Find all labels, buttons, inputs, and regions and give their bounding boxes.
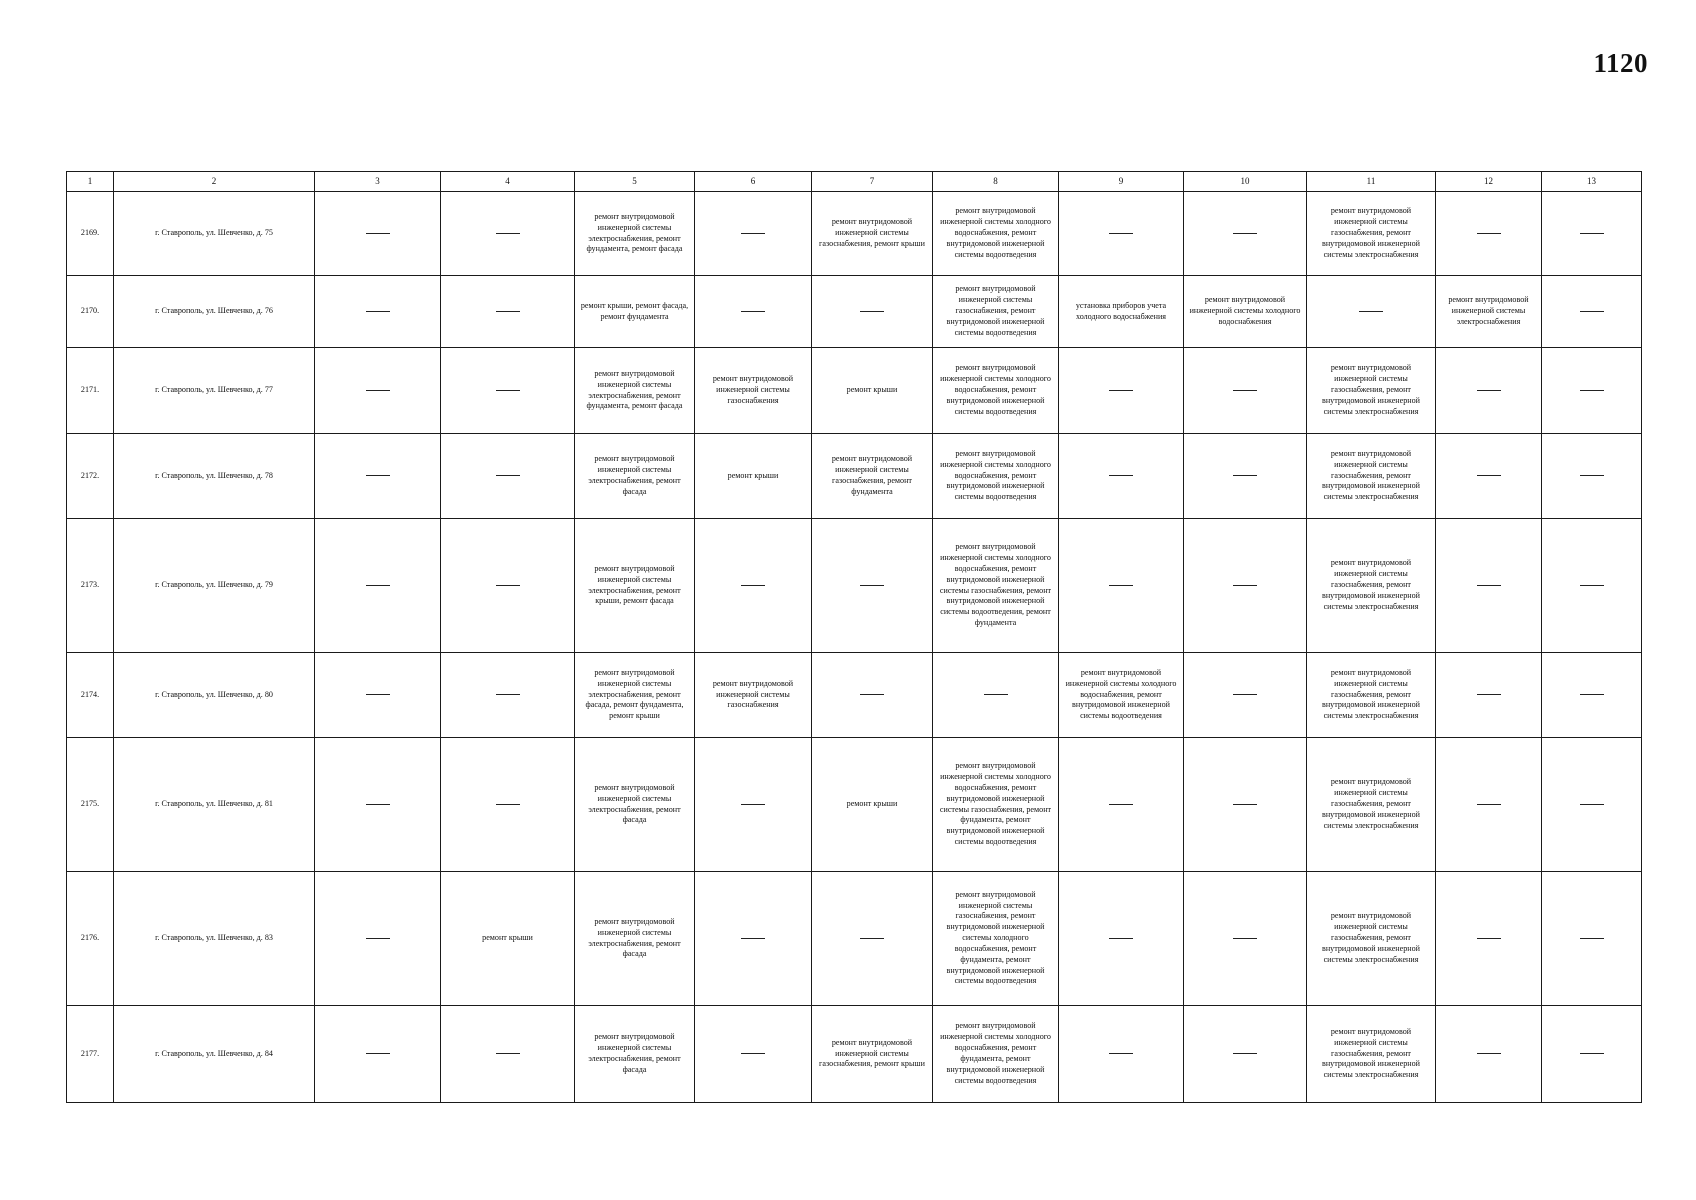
table-row (67, 348, 1642, 434)
address-cell: г. Ставрополь, ул. Шевченко, д. 84 (114, 1006, 315, 1103)
work-description-cell: ремонт внутридомовой инженерной системы холодного водоснабжения, ремонт внутридомовой инженерной системы газоснабжения, ремонт внутридомовой инженерной системы водоотведения, ремонт фундамента (933, 519, 1059, 653)
work-description-cell: ремонт внутридомовой инженерной системы газоснабжения (695, 348, 812, 434)
row-number: 2176. (67, 872, 114, 1006)
dash-mark (496, 311, 520, 312)
empty-cell (441, 738, 575, 872)
dash-mark (1580, 311, 1604, 312)
dash-mark (1359, 311, 1383, 312)
empty-cell (695, 192, 812, 276)
address-cell: г. Ставрополь, ул. Шевченко, д. 80 (114, 653, 315, 738)
empty-cell (695, 1006, 812, 1103)
column-number: 6 (695, 172, 812, 192)
column-number: 3 (315, 172, 441, 192)
dash-mark (741, 233, 765, 234)
column-number: 7 (812, 172, 933, 192)
dash-mark (496, 390, 520, 391)
dash-mark (741, 938, 765, 939)
address-cell: г. Ставрополь, ул. Шевченко, д. 81 (114, 738, 315, 872)
empty-cell (1184, 738, 1307, 872)
dash-mark (366, 585, 390, 586)
dash-mark (1477, 475, 1501, 476)
empty-cell (1184, 192, 1307, 276)
dash-mark (1233, 804, 1257, 805)
dash-mark (1109, 804, 1133, 805)
work-description-cell: ремонт внутридомовой инженерной системы газоснабжения, ремонт внутридомовой инженерной системы водоотведения (933, 276, 1059, 348)
dash-mark (1580, 938, 1604, 939)
dash-mark (366, 475, 390, 476)
dash-mark (1477, 938, 1501, 939)
work-description-cell: ремонт внутридомовой инженерной системы холодного водоснабжения, ремонт фундамента, ремонт внутридомовой инженерной системы водоотведения (933, 1006, 1059, 1103)
row-number: 2171. (67, 348, 114, 434)
empty-cell (315, 348, 441, 434)
work-description-cell: ремонт крыши, ремонт фасада, ремонт фундамента (575, 276, 695, 348)
empty-cell (1059, 519, 1184, 653)
column-number: 8 (933, 172, 1059, 192)
row-number: 2175. (67, 738, 114, 872)
empty-cell (695, 872, 812, 1006)
work-description-cell: ремонт крыши (441, 872, 575, 1006)
work-description-cell: ремонт внутридомовой инженерной системы газоснабжения, ремонт внутридомовой инженерной системы электроснабжения (1307, 519, 1436, 653)
empty-cell (1542, 653, 1642, 738)
empty-cell (695, 276, 812, 348)
work-description-cell: ремонт внутридомовой инженерной системы холодного водоснабжения, ремонт внутридомовой инженерной системы газоснабжения, ремонт фундамента, ремонт внутридомовой инженерной системы водоотведения (933, 738, 1059, 872)
column-number-row (67, 172, 1642, 192)
dash-mark (1580, 1053, 1604, 1054)
empty-cell (315, 519, 441, 653)
work-description-cell: ремонт внутридомовой инженерной системы газоснабжения, ремонт внутридомовой инженерной системы холодного водоснабжения, ремонт фундамента, ремонт внутридомовой инженерной системы водоотведения (933, 872, 1059, 1006)
empty-cell (1436, 348, 1542, 434)
empty-cell (1436, 738, 1542, 872)
empty-cell (1542, 1006, 1642, 1103)
empty-cell (1059, 434, 1184, 519)
table-row (67, 192, 1642, 276)
dash-mark (496, 694, 520, 695)
dash-mark (496, 233, 520, 234)
address-cell: г. Ставрополь, ул. Шевченко, д. 75 (114, 192, 315, 276)
dash-mark (1233, 390, 1257, 391)
dash-mark (366, 694, 390, 695)
dash-mark (366, 1053, 390, 1054)
dash-mark (1109, 585, 1133, 586)
empty-cell (315, 653, 441, 738)
empty-cell (812, 276, 933, 348)
work-description-cell: ремонт внутридомовой инженерной системы электроснабжения, ремонт фасада (575, 434, 695, 519)
work-description-cell: ремонт внутридомовой инженерной системы газоснабжения, ремонт внутридомовой инженерной системы электроснабжения (1307, 348, 1436, 434)
table-row (67, 653, 1642, 738)
empty-cell (812, 872, 933, 1006)
empty-cell (1184, 434, 1307, 519)
empty-cell (315, 1006, 441, 1103)
dash-mark (741, 585, 765, 586)
empty-cell (1436, 653, 1542, 738)
dash-mark (860, 311, 884, 312)
empty-cell (1059, 192, 1184, 276)
empty-cell (1184, 872, 1307, 1006)
dash-mark (1233, 694, 1257, 695)
dash-mark (860, 694, 884, 695)
work-description-cell: ремонт внутридомовой инженерной системы электроснабжения, ремонт фасада, ремонт фундамента, ремонт крыши (575, 653, 695, 738)
empty-cell (1436, 434, 1542, 519)
work-description-cell: ремонт внутридомовой инженерной системы газоснабжения, ремонт внутридомовой инженерной системы электроснабжения (1307, 192, 1436, 276)
empty-cell (1542, 738, 1642, 872)
dash-mark (1477, 694, 1501, 695)
dash-mark (1580, 233, 1604, 234)
table-row (67, 872, 1642, 1006)
empty-cell (315, 738, 441, 872)
dash-mark (496, 475, 520, 476)
column-number: 12 (1436, 172, 1542, 192)
column-number: 11 (1307, 172, 1436, 192)
empty-cell (1184, 1006, 1307, 1103)
work-description-cell: ремонт внутридомовой инженерной системы газоснабжения (695, 653, 812, 738)
work-description-cell: ремонт внутридомовой инженерной системы газоснабжения, ремонт крыши (812, 1006, 933, 1103)
work-description-cell: ремонт внутридомовой инженерной системы газоснабжения, ремонт внутридомовой инженерной системы электроснабжения (1307, 1006, 1436, 1103)
empty-cell (1184, 519, 1307, 653)
work-description-cell: ремонт внутридомовой инженерной системы газоснабжения, ремонт внутридомовой инженерной системы электроснабжения (1307, 738, 1436, 872)
work-description-cell: ремонт внутридомовой инженерной системы электроснабжения (1436, 276, 1542, 348)
dash-mark (1477, 390, 1501, 391)
address-cell: г. Ставрополь, ул. Шевченко, д. 78 (114, 434, 315, 519)
dash-mark (1109, 1053, 1133, 1054)
empty-cell (441, 434, 575, 519)
column-number: 10 (1184, 172, 1307, 192)
work-description-cell: ремонт крыши (812, 738, 933, 872)
row-number: 2170. (67, 276, 114, 348)
dash-mark (1580, 390, 1604, 391)
dash-mark (496, 585, 520, 586)
dash-mark (1109, 475, 1133, 476)
empty-cell (441, 348, 575, 434)
dash-mark (1477, 804, 1501, 805)
empty-cell (695, 738, 812, 872)
dash-mark (984, 694, 1008, 695)
dash-mark (366, 804, 390, 805)
empty-cell (812, 653, 933, 738)
dash-mark (1233, 233, 1257, 234)
dash-mark (366, 233, 390, 234)
empty-cell (1542, 276, 1642, 348)
empty-cell (441, 276, 575, 348)
dash-mark (741, 804, 765, 805)
work-description-cell: ремонт крыши (695, 434, 812, 519)
dash-mark (1477, 1053, 1501, 1054)
work-description-cell: ремонт внутридомовой инженерной системы газоснабжения, ремонт крыши (812, 192, 933, 276)
empty-cell (1184, 653, 1307, 738)
dash-mark (1477, 233, 1501, 234)
dash-mark (1233, 585, 1257, 586)
column-number: 4 (441, 172, 575, 192)
empty-cell (1059, 348, 1184, 434)
repair-schedule-table (66, 171, 1642, 1103)
empty-cell (1542, 872, 1642, 1006)
empty-cell (1059, 872, 1184, 1006)
address-cell: г. Ставрополь, ул. Шевченко, д. 79 (114, 519, 315, 653)
work-description-cell: ремонт внутридомовой инженерной системы холодного водоснабжения, ремонт внутридомовой инженерной системы водоотведения (933, 434, 1059, 519)
dash-mark (1580, 585, 1604, 586)
table-row (67, 1006, 1642, 1103)
work-description-cell: ремонт внутридомовой инженерной системы холодного водоснабжения (1184, 276, 1307, 348)
work-description-cell: ремонт внутридомовой инженерной системы газоснабжения, ремонт внутридомовой инженерной системы электроснабжения (1307, 872, 1436, 1006)
empty-cell (933, 653, 1059, 738)
empty-cell (1436, 519, 1542, 653)
empty-cell (1436, 1006, 1542, 1103)
empty-cell (1059, 1006, 1184, 1103)
dash-mark (1580, 804, 1604, 805)
dash-mark (860, 585, 884, 586)
empty-cell (441, 519, 575, 653)
empty-cell (315, 434, 441, 519)
work-description-cell: ремонт внутридомовой инженерной системы электроснабжения, ремонт фундамента, ремонт фасада (575, 192, 695, 276)
table-row (67, 276, 1642, 348)
empty-cell (1436, 872, 1542, 1006)
work-description-cell: ремонт внутридомовой инженерной системы электроснабжения, ремонт фасада (575, 872, 695, 1006)
empty-cell (1307, 276, 1436, 348)
row-number: 2177. (67, 1006, 114, 1103)
empty-cell (441, 653, 575, 738)
dash-mark (741, 1053, 765, 1054)
row-number: 2169. (67, 192, 114, 276)
dash-mark (1109, 233, 1133, 234)
dash-mark (1580, 694, 1604, 695)
dash-mark (366, 390, 390, 391)
work-description-cell: ремонт внутридомовой инженерной системы газоснабжения, ремонт фундамента (812, 434, 933, 519)
empty-cell (1059, 738, 1184, 872)
page-number: 1120 (1593, 48, 1648, 78)
dash-mark (366, 311, 390, 312)
dash-mark (496, 1053, 520, 1054)
empty-cell (812, 519, 933, 653)
dash-mark (1580, 475, 1604, 476)
column-number: 2 (114, 172, 315, 192)
column-number: 9 (1059, 172, 1184, 192)
empty-cell (1542, 348, 1642, 434)
dash-mark (1477, 585, 1501, 586)
work-description-cell: ремонт внутридомовой инженерной системы электроснабжения, ремонт фасада (575, 738, 695, 872)
dash-mark (1233, 1053, 1257, 1054)
address-cell: г. Ставрополь, ул. Шевченко, д. 77 (114, 348, 315, 434)
dash-mark (1109, 390, 1133, 391)
empty-cell (1542, 192, 1642, 276)
empty-cell (1542, 519, 1642, 653)
empty-cell (315, 872, 441, 1006)
work-description-cell: ремонт крыши (812, 348, 933, 434)
column-number: 5 (575, 172, 695, 192)
empty-cell (695, 519, 812, 653)
table-row (67, 434, 1642, 519)
dash-mark (860, 938, 884, 939)
work-description-cell: ремонт внутридомовой инженерной системы газоснабжения, ремонт внутридомовой инженерной системы электроснабжения (1307, 653, 1436, 738)
dash-mark (496, 804, 520, 805)
table-body (67, 172, 1642, 1103)
empty-cell (1184, 348, 1307, 434)
work-description-cell: ремонт внутридомовой инженерной системы холодного водоснабжения, ремонт внутридомовой инженерной системы водоотведения (933, 348, 1059, 434)
empty-cell (315, 192, 441, 276)
work-description-cell: ремонт внутридомовой инженерной системы электроснабжения, ремонт крыши, ремонт фасада (575, 519, 695, 653)
row-number: 2172. (67, 434, 114, 519)
empty-cell (1542, 434, 1642, 519)
table-row (67, 738, 1642, 872)
empty-cell (1436, 192, 1542, 276)
address-cell: г. Ставрополь, ул. Шевченко, д. 76 (114, 276, 315, 348)
dash-mark (1233, 475, 1257, 476)
column-number: 13 (1542, 172, 1642, 192)
work-description-cell: ремонт внутридомовой инженерной системы холодного водоснабжения, ремонт внутридомовой инженерной системы водоотведения (933, 192, 1059, 276)
work-description-cell: установка приборов учета холодного водоснабжения (1059, 276, 1184, 348)
work-description-cell: ремонт внутридомовой инженерной системы электроснабжения, ремонт фасада (575, 1006, 695, 1103)
empty-cell (441, 1006, 575, 1103)
dash-mark (1233, 938, 1257, 939)
dash-mark (741, 311, 765, 312)
dash-mark (366, 938, 390, 939)
column-number: 1 (67, 172, 114, 192)
work-description-cell: ремонт внутридомовой инженерной системы газоснабжения, ремонт внутридомовой инженерной системы электроснабжения (1307, 434, 1436, 519)
work-description-cell: ремонт внутридомовой инженерной системы электроснабжения, ремонт фундамента, ремонт фасада (575, 348, 695, 434)
dash-mark (1109, 938, 1133, 939)
address-cell: г. Ставрополь, ул. Шевченко, д. 83 (114, 872, 315, 1006)
row-number: 2173. (67, 519, 114, 653)
table-row (67, 519, 1642, 653)
empty-cell (315, 276, 441, 348)
empty-cell (441, 192, 575, 276)
row-number: 2174. (67, 653, 114, 738)
work-description-cell: ремонт внутридомовой инженерной системы холодного водоснабжения, ремонт внутридомовой инженерной системы водоотведения (1059, 653, 1184, 738)
